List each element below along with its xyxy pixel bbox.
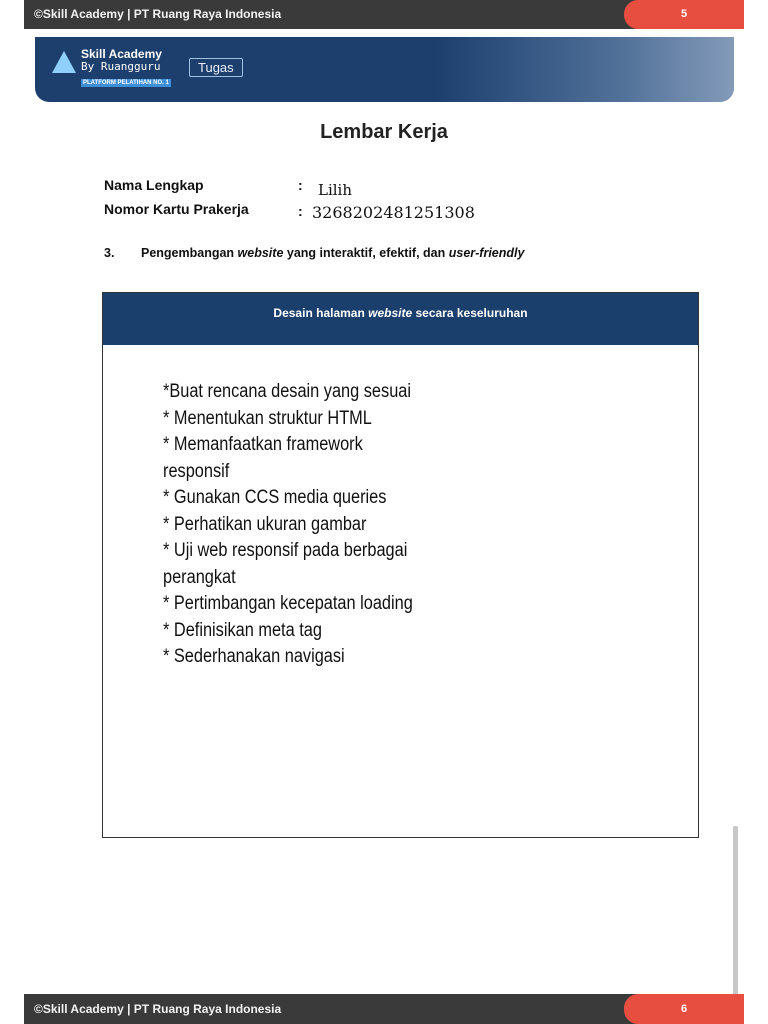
name-label: Nama Lengkap: [104, 177, 204, 193]
footer-copyright: ©Skill Academy | PT Ruang Raya Indonesia: [34, 1002, 282, 1016]
top-page-bar: [24, 0, 744, 29]
logo-line-1: Skill Academy: [81, 47, 162, 61]
answer-line: * Definisikan meta tag: [163, 619, 322, 641]
card-value: 3268202481251308: [312, 203, 475, 222]
answer-line: * Menentukan struktur HTML: [163, 407, 372, 429]
logo-line-2: By Ruangguru: [81, 60, 161, 73]
answer-box-header: [103, 293, 698, 345]
logo-text: [81, 48, 171, 88]
question-text-part: yang interaktif, efektif, dan: [283, 246, 449, 260]
header-copyright: ©Skill Academy | PT Ruang Raya Indonesia: [34, 7, 282, 21]
answer-line: * Sederhanakan navigasi: [163, 646, 345, 667]
skill-academy-logo-icon: [52, 51, 76, 73]
box-head-part: secara keseluruhan: [412, 306, 528, 320]
answer-box: [102, 292, 699, 838]
question-text: [141, 246, 524, 260]
question-text-part: Pengembangan: [141, 246, 238, 260]
page-title: Lembar Kerja: [320, 121, 448, 143]
answer-line: *Buat rencana desain yang sesuai: [163, 381, 412, 402]
footer-page-number: 6: [624, 994, 744, 1024]
logo-line-3: PLATFORM PELATIHAN NO. 1: [83, 80, 169, 86]
card-colon: :: [298, 203, 303, 219]
bottom-page-bar: [24, 994, 744, 1024]
header-page-number: 5: [624, 0, 744, 29]
header-banner: [35, 37, 734, 102]
card-label: Nomor Kartu Prakerja: [104, 201, 249, 217]
answer-line: responsif: [163, 460, 230, 482]
box-head-part: Desain halaman: [273, 306, 369, 320]
question-text-italic: website: [237, 246, 284, 260]
answer-line: * Memanfaatkan framework: [163, 434, 363, 455]
question-text-italic: user-friendly: [448, 246, 525, 260]
answer-line: * Gunakan CCS media queries: [163, 487, 387, 508]
answer-line: * Pertimbangan kecepatan loading: [163, 593, 413, 614]
box-head-italic: website: [368, 306, 413, 320]
question-number: 3.: [104, 246, 115, 260]
answer-line: perangkat: [163, 566, 236, 588]
tugas-tag: Tugas: [189, 58, 243, 77]
name-colon: :: [298, 177, 303, 193]
answer-line: * Perhatikan ukuran gambar: [163, 513, 367, 535]
banner-decoration: [434, 37, 734, 102]
name-value: Lilih: [318, 181, 353, 199]
answer-line: * Uji web responsif pada berbagai: [163, 540, 408, 561]
answer-text: [163, 379, 438, 671]
